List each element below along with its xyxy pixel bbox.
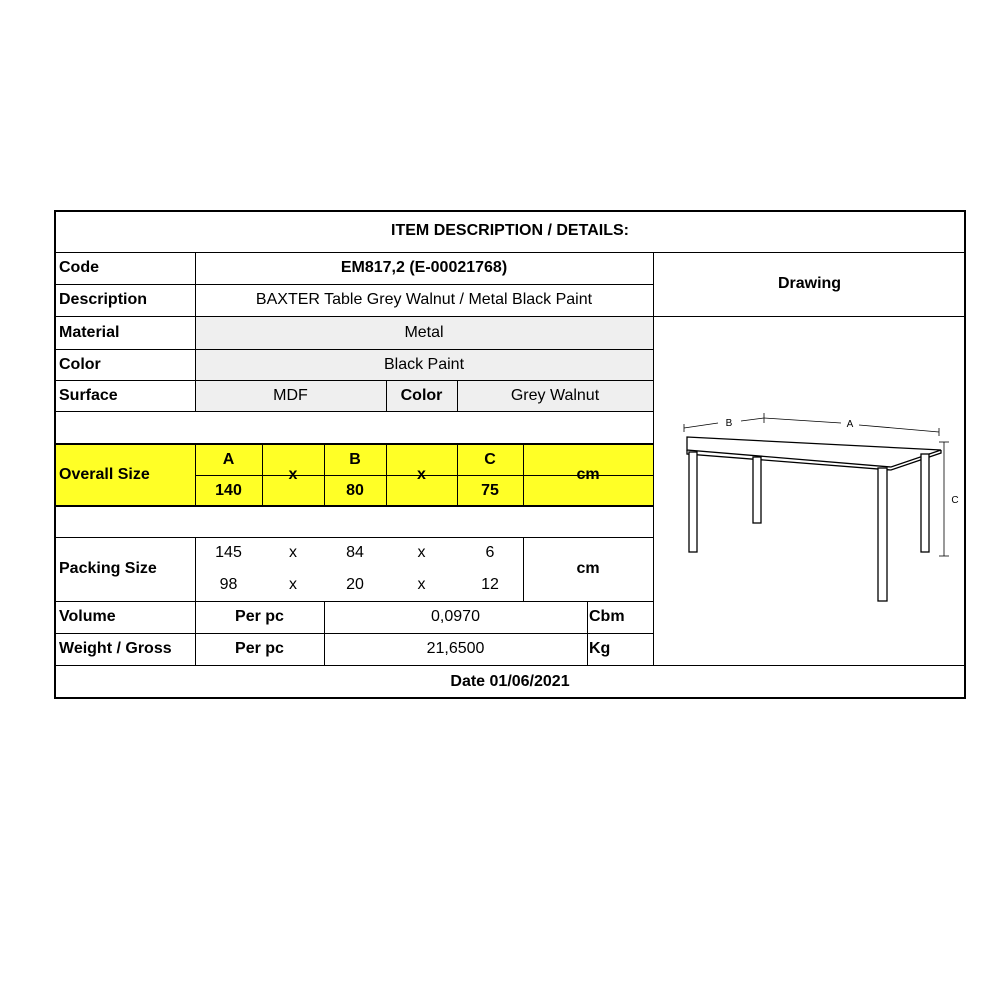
overall-size-value-a: 140 <box>215 481 242 499</box>
weight-label: Weight / Gross <box>59 640 172 657</box>
volume-label: Volume <box>59 608 116 625</box>
weight-per: Per pc <box>235 640 284 657</box>
surface-value: MDF <box>273 386 308 404</box>
material-value: Metal <box>404 323 444 341</box>
sheet-title: ITEM DESCRIPTION / DETAILS: <box>391 222 629 239</box>
packing-size-c2: 12 <box>481 576 499 593</box>
color-value: Black Paint <box>383 355 465 373</box>
item-details-sheet <box>54 210 966 699</box>
packing-size-times-2a: x <box>289 576 297 593</box>
drawing-label: Drawing <box>777 275 842 292</box>
dim-label-b: B <box>725 418 733 429</box>
packing-size-times-1a: x <box>289 544 297 561</box>
packing-size-a2: 98 <box>219 576 238 593</box>
volume-per: Per pc <box>235 608 284 625</box>
packing-size-b1: 84 <box>346 544 364 561</box>
description-label: Description <box>59 291 148 308</box>
overall-size-header-b: B <box>349 450 361 468</box>
packing-size-label: Packing Size <box>59 560 157 577</box>
packing-size-b2: 20 <box>346 576 364 593</box>
packing-size-a1: 145 <box>215 544 242 561</box>
overall-size-times-2: x <box>417 466 426 483</box>
overall-size-header-a: A <box>222 450 235 468</box>
weight-value: 21,6500 <box>426 640 485 657</box>
surface-color-value: Grey Walnut <box>510 386 600 404</box>
overall-size-times-1: x <box>288 466 298 483</box>
overall-size-value-b: 80 <box>346 481 364 499</box>
sheet-border <box>54 210 966 699</box>
dim-label-c: C <box>951 495 959 506</box>
packing-size-times-1b: x <box>417 544 426 561</box>
volume-unit: Cbm <box>589 608 625 625</box>
description-value: BAXTER Table Grey Walnut / Metal Black Paint <box>255 291 593 308</box>
packing-size-c1: 6 <box>485 544 495 561</box>
overall-size-unit: cm <box>576 466 600 483</box>
footer-date: Date 01/06/2021 <box>450 673 570 690</box>
overall-size-header-c: C <box>484 450 496 468</box>
packing-size-unit: cm <box>576 560 600 577</box>
dim-label-a: A <box>846 419 854 430</box>
weight-unit: Kg <box>589 640 611 657</box>
packing-size-times-2b: x <box>417 576 426 593</box>
overall-size-value-c: 75 <box>481 481 499 499</box>
surface-color-label: Color <box>400 386 443 404</box>
surface-label: Surface <box>59 386 118 404</box>
overall-size-label: Overall Size <box>59 466 150 483</box>
code-label: Code <box>59 259 99 276</box>
code-value: EM817,2 (E-00021768) <box>340 259 508 276</box>
volume-value: 0,0970 <box>431 608 480 625</box>
material-label: Material <box>59 323 120 341</box>
color-label: Color <box>59 355 101 373</box>
